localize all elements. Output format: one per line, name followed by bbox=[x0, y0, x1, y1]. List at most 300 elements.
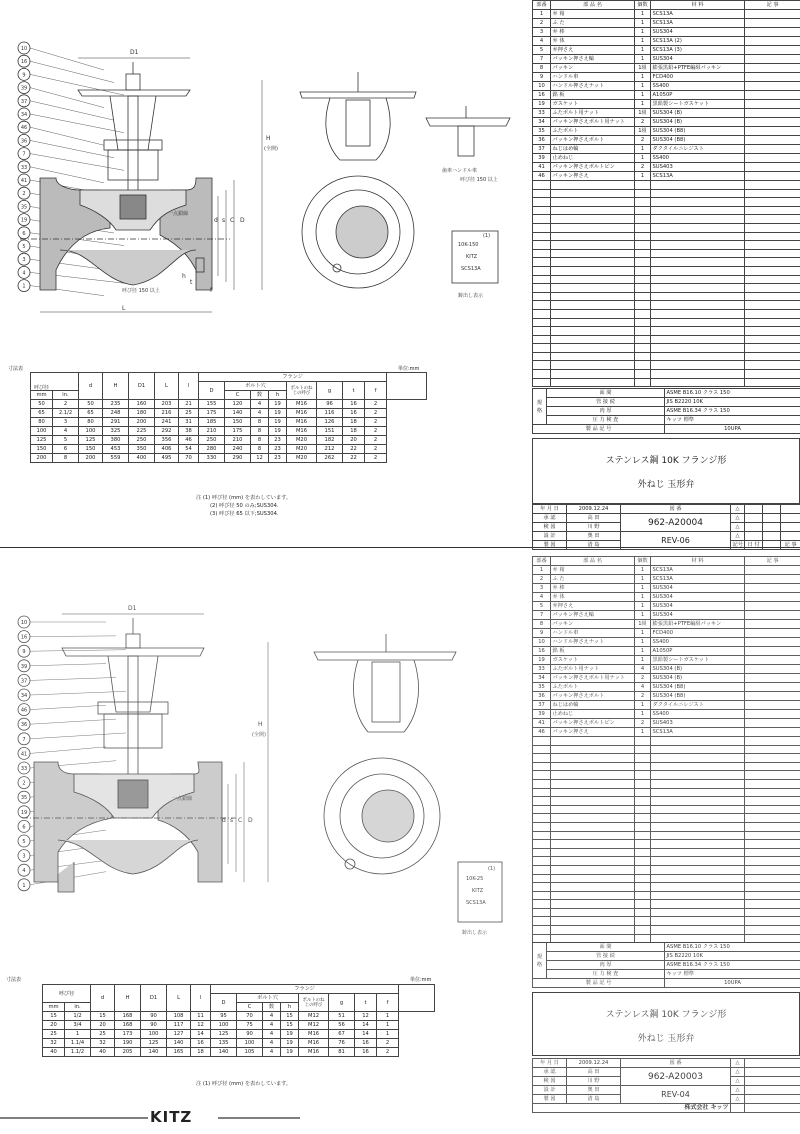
parts-cell bbox=[533, 874, 551, 883]
leader-line bbox=[30, 48, 104, 70]
table-cell: 12 bbox=[191, 1021, 211, 1030]
parts-cell bbox=[651, 754, 745, 763]
parts-cell bbox=[745, 109, 800, 118]
parts-cell bbox=[551, 797, 635, 806]
parts-cell: FCD400 bbox=[651, 73, 745, 82]
parts-row bbox=[533, 719, 800, 728]
parts-row-empty bbox=[533, 822, 800, 831]
parts-cell: 35 bbox=[533, 127, 551, 136]
parts-cell bbox=[551, 284, 635, 293]
table-cell: M16 bbox=[287, 409, 317, 418]
parts-cell: 35 bbox=[533, 683, 551, 692]
parts-row-empty bbox=[533, 352, 800, 361]
parts-cell bbox=[635, 788, 651, 797]
table-cell: 20 bbox=[91, 1021, 115, 1030]
parts-cell: 弁押さえ bbox=[551, 46, 635, 55]
parts-row-empty bbox=[533, 249, 800, 258]
parts-cell bbox=[651, 805, 745, 814]
parts-cell bbox=[551, 857, 635, 866]
parts-cell: 8 bbox=[533, 64, 551, 73]
parts-cell bbox=[533, 805, 551, 814]
parts-cell bbox=[533, 344, 551, 353]
parts-row bbox=[533, 37, 800, 46]
table-cell: 16 bbox=[355, 1048, 377, 1057]
parts-cell: SUS304 (B) bbox=[651, 118, 745, 127]
parts-cell bbox=[551, 309, 635, 318]
parts-row bbox=[533, 629, 800, 638]
table-cell: 95 bbox=[211, 1012, 237, 1021]
dim-s: s bbox=[222, 217, 226, 224]
dims-corner: 寸法表 bbox=[6, 977, 22, 983]
table-cell: 1.1/4 bbox=[65, 1039, 91, 1048]
table-cell: 210 bbox=[199, 427, 225, 436]
parts-cell bbox=[551, 865, 635, 874]
table-cell: 75 bbox=[237, 1021, 263, 1030]
callout-number: 37 bbox=[20, 678, 28, 685]
table-cell: 5 bbox=[53, 436, 79, 445]
parts-cell bbox=[551, 840, 635, 849]
table-cell: 50 bbox=[31, 400, 53, 409]
table-cell: 19 bbox=[281, 1048, 299, 1057]
table-cell: 2 bbox=[377, 1048, 399, 1057]
parts-row bbox=[533, 701, 800, 710]
parts-cell bbox=[745, 163, 800, 172]
table-cell: 70 bbox=[237, 1012, 263, 1021]
parts-cell bbox=[533, 258, 551, 267]
table-cell: 4 bbox=[53, 427, 79, 436]
table-cell: 25 bbox=[43, 1030, 65, 1039]
leader-line bbox=[30, 88, 104, 108]
parts-cell bbox=[551, 831, 635, 840]
parts-cell: 2 bbox=[635, 163, 651, 172]
hdr-C: C bbox=[237, 1003, 263, 1012]
parts-cell: パッキン押さえボルト用ナット bbox=[551, 674, 635, 683]
table-cell: 90 bbox=[141, 1012, 167, 1021]
table-cell: 2 bbox=[365, 400, 387, 409]
parts-cell: 41 bbox=[533, 719, 551, 728]
parts-cell: ハンドル車 bbox=[551, 73, 635, 82]
parts-cell bbox=[533, 908, 551, 917]
hdr-bolt-screw: ボルトのねじの呼び bbox=[299, 994, 329, 1012]
parts-cell bbox=[533, 223, 551, 232]
parts-cell bbox=[533, 241, 551, 250]
parts-cell: 1 bbox=[635, 10, 651, 19]
table-cell: 54 bbox=[179, 445, 199, 454]
parts-row bbox=[533, 145, 800, 154]
table-cell: 12 bbox=[355, 1012, 377, 1021]
parts-row bbox=[533, 136, 800, 145]
callout-number: 2 bbox=[22, 780, 26, 787]
callout-number: 1 bbox=[22, 283, 26, 290]
parts-cell bbox=[651, 788, 745, 797]
parts-cell: 33 bbox=[533, 109, 551, 118]
parts-row bbox=[533, 100, 800, 109]
parts-cell: 19 bbox=[533, 100, 551, 109]
table-cell: 140 bbox=[225, 409, 251, 418]
parts-cell: SCS13A bbox=[651, 575, 745, 584]
parts-cell bbox=[745, 602, 800, 611]
parts-cell bbox=[745, 100, 800, 109]
table-row bbox=[31, 418, 427, 427]
table-cell: 90 bbox=[237, 1030, 263, 1039]
parts-cell bbox=[635, 908, 651, 917]
parts-cell: SUS403 bbox=[651, 163, 745, 172]
parts-cell: SUS304 bbox=[651, 602, 745, 611]
parts-cell bbox=[635, 797, 651, 806]
parts-cell: SUS304 (B) bbox=[651, 674, 745, 683]
parts-cell bbox=[651, 275, 745, 284]
parts-cell bbox=[651, 223, 745, 232]
parts-cell bbox=[551, 737, 635, 746]
leader-line bbox=[30, 719, 116, 724]
parts-cell bbox=[635, 378, 651, 387]
parts-cell: 37 bbox=[533, 701, 551, 710]
parts-cell: 9 bbox=[533, 629, 551, 638]
spec-table bbox=[532, 942, 800, 988]
parts-cell: 2 bbox=[533, 19, 551, 28]
table-cell: 19 bbox=[269, 409, 287, 418]
table-cell: 160 bbox=[129, 400, 155, 409]
table-row bbox=[31, 445, 427, 454]
parts-cell: 33 bbox=[533, 665, 551, 674]
hdr-g: g bbox=[329, 994, 355, 1012]
parts-row bbox=[533, 647, 800, 656]
parts-cell: 3 bbox=[533, 28, 551, 37]
parts-cell: 2 bbox=[533, 575, 551, 584]
table-cell: 127 bbox=[167, 1030, 191, 1039]
parts-cell bbox=[533, 745, 551, 754]
parts-cell bbox=[745, 118, 800, 127]
parts-row bbox=[533, 656, 800, 665]
callout-number: 9 bbox=[22, 72, 26, 79]
parts-cell bbox=[651, 352, 745, 361]
table-cell: M12 bbox=[299, 1012, 329, 1021]
table-cell: 1 bbox=[377, 1030, 399, 1039]
parts-cell: 1 bbox=[635, 46, 651, 55]
parts-cell bbox=[533, 327, 551, 336]
callout-number: 36 bbox=[20, 138, 28, 145]
parts-cell bbox=[551, 292, 635, 301]
hdr-h: H bbox=[103, 373, 129, 400]
parts-row-empty bbox=[533, 805, 800, 814]
parts-cell: 36 bbox=[533, 136, 551, 145]
parts-cell bbox=[635, 361, 651, 370]
hdr-h: H bbox=[115, 985, 141, 1012]
parts-cell: 1 bbox=[635, 584, 651, 593]
parts-cell: 1組 bbox=[635, 109, 651, 118]
table-cell: 3 bbox=[53, 418, 79, 427]
table-cell: 168 bbox=[115, 1012, 141, 1021]
parts-cell: SCS13A bbox=[651, 172, 745, 181]
parts-row-empty bbox=[533, 232, 800, 241]
parts-cell: 39 bbox=[533, 154, 551, 163]
parts-cell: SUS304 (B) bbox=[651, 109, 745, 118]
valve-side-view bbox=[300, 72, 416, 288]
product-code: 10UPA bbox=[665, 425, 800, 434]
parts-cell bbox=[551, 232, 635, 241]
table-cell: 135 bbox=[211, 1039, 237, 1048]
parts-row-empty bbox=[533, 900, 800, 909]
parts-hdr-material: 材 料 bbox=[651, 1, 745, 10]
table-cell: 4 bbox=[263, 1012, 281, 1021]
parts-cell bbox=[533, 883, 551, 892]
callout-number: 9 bbox=[22, 649, 26, 656]
parts-cell: ダクタイルニレジスト bbox=[651, 145, 745, 154]
callout-number: 19 bbox=[20, 809, 28, 816]
parts-cell bbox=[635, 370, 651, 379]
parts-hdr-material: 材 料 bbox=[651, 557, 745, 566]
parts-cell: 2 bbox=[635, 118, 651, 127]
parts-cell bbox=[651, 335, 745, 344]
parts-cell bbox=[745, 908, 800, 917]
parts-cell bbox=[745, 771, 800, 780]
parts-cell bbox=[533, 762, 551, 771]
table-cell: 40 bbox=[91, 1048, 115, 1057]
parts-cell bbox=[651, 309, 745, 318]
hdr-ll: l bbox=[191, 985, 211, 1012]
product-code: 10UPA bbox=[665, 979, 800, 988]
parts-cell bbox=[533, 797, 551, 806]
parts-row bbox=[533, 109, 800, 118]
parts-cell bbox=[745, 275, 800, 284]
hdr-bolt-screw: ボルトのねじの呼び bbox=[287, 382, 317, 400]
parts-cell: 膨張黒鉛+PTFE編組パッキン bbox=[651, 620, 745, 629]
dwg-label: 図 番 bbox=[621, 1059, 731, 1068]
spec-row-label: 圧 力 検 査 bbox=[547, 970, 665, 979]
parts-cell bbox=[635, 814, 651, 823]
parts-row bbox=[533, 620, 800, 629]
parts-cell: 銘 板 bbox=[551, 647, 635, 656]
parts-cell bbox=[745, 91, 800, 100]
parts-cell bbox=[745, 674, 800, 683]
parts-cell: 2 bbox=[635, 692, 651, 701]
parts-cell bbox=[651, 370, 745, 379]
hdr-hh: h bbox=[281, 1003, 299, 1012]
parts-cell bbox=[651, 857, 745, 866]
parts-cell: 19 bbox=[533, 656, 551, 665]
parts-hdr-no: 部番 bbox=[533, 1, 551, 10]
parts-cell bbox=[745, 754, 800, 763]
valve-body-section bbox=[20, 178, 230, 290]
parts-row-empty bbox=[533, 275, 800, 284]
gear-handle-note: 歯車ハンドル車 bbox=[442, 168, 478, 174]
logo-rule bbox=[0, 1116, 300, 1120]
product-code-label: 製 品 記 号 bbox=[533, 979, 665, 988]
marking-line2: 10K-25 bbox=[466, 876, 484, 882]
title-line1: ステンレス鋼 10K フランジ形 bbox=[605, 1010, 727, 1020]
parts-cell bbox=[551, 874, 635, 883]
hdr-d1: D1 bbox=[141, 985, 167, 1012]
table-cell: 1/2 bbox=[65, 1012, 91, 1021]
parts-cell: 2 bbox=[635, 136, 651, 145]
parts-cell bbox=[745, 840, 800, 849]
parts-cell: 1 bbox=[635, 37, 651, 46]
table-cell: 16 bbox=[191, 1039, 211, 1048]
parts-hdr-remarks: 記 事 bbox=[745, 1, 800, 10]
table-cell: M16 bbox=[287, 418, 317, 427]
table-cell: 140 bbox=[211, 1048, 237, 1057]
marking-line4: SCS13A bbox=[466, 900, 486, 906]
parts-cell bbox=[745, 728, 800, 737]
approval-label: 検 図 bbox=[533, 523, 567, 532]
parts-cell: 46 bbox=[533, 172, 551, 181]
leader-line bbox=[30, 650, 126, 651]
table-cell: 203 bbox=[155, 400, 179, 409]
parts-row bbox=[533, 683, 800, 692]
parts-cell bbox=[533, 926, 551, 935]
table-cell: 32 bbox=[43, 1039, 65, 1048]
parts-cell bbox=[551, 908, 635, 917]
parts-cell bbox=[635, 900, 651, 909]
parts-cell: SUS304 bbox=[651, 28, 745, 37]
hdr-mm: mm bbox=[43, 1003, 65, 1012]
parts-hdr-qty: 個数 bbox=[635, 1, 651, 10]
parts-cell bbox=[551, 258, 635, 267]
parts-cell bbox=[745, 172, 800, 181]
parts-cell bbox=[651, 284, 745, 293]
parts-cell bbox=[745, 647, 800, 656]
parts-cell bbox=[635, 865, 651, 874]
table-cell: 2 bbox=[365, 418, 387, 427]
parts-row-empty bbox=[533, 865, 800, 874]
table-cell: 14 bbox=[191, 1030, 211, 1039]
table-cell: 46 bbox=[179, 436, 199, 445]
parts-cell bbox=[745, 258, 800, 267]
table-cell: 18 bbox=[191, 1048, 211, 1057]
parts-cell bbox=[745, 28, 800, 37]
parts-cell bbox=[745, 10, 800, 19]
parts-cell: 弁 体 bbox=[551, 37, 635, 46]
leader-line bbox=[30, 140, 114, 157]
parts-cell bbox=[745, 917, 800, 926]
approval-label: 年 月 日 bbox=[533, 1059, 567, 1068]
parts-cell bbox=[745, 309, 800, 318]
spec-row-value: JIS B2220 10K bbox=[665, 952, 800, 961]
approval-label: 検 図 bbox=[533, 1077, 567, 1086]
parts-cell: ふたボルト用ナット bbox=[551, 665, 635, 674]
table-cell: 250 bbox=[129, 436, 155, 445]
table-cell: 125 bbox=[79, 436, 103, 445]
parts-cell: ふたボルト bbox=[551, 127, 635, 136]
parts-cell: 34 bbox=[533, 674, 551, 683]
table-cell: 2 bbox=[365, 445, 387, 454]
parts-cell bbox=[533, 215, 551, 224]
parts-cell bbox=[533, 249, 551, 258]
note-1: 注 (1) 呼び径 (mm) を表わしています。 bbox=[196, 1081, 292, 1087]
parts-cell: SUS304 (B8) bbox=[651, 136, 745, 145]
parts-row-empty bbox=[533, 883, 800, 892]
parts-cell bbox=[533, 831, 551, 840]
dim-d1: D1 bbox=[130, 49, 139, 56]
parts-cell bbox=[551, 181, 635, 190]
parts-row-empty bbox=[533, 301, 800, 310]
parts-row-empty bbox=[533, 891, 800, 900]
parts-row bbox=[533, 593, 800, 602]
hdr-nominal: 呼び径 bbox=[34, 385, 50, 391]
leader-line bbox=[30, 691, 126, 695]
parts-cell bbox=[533, 891, 551, 900]
dim-d: d bbox=[222, 817, 226, 824]
table-cell: 18 bbox=[343, 418, 365, 427]
hdr-bolt: ボルト穴 bbox=[237, 994, 299, 1003]
parts-cell bbox=[635, 745, 651, 754]
parts-cell: ダクタイルニレジスト bbox=[651, 701, 745, 710]
parts-row-empty bbox=[533, 284, 800, 293]
parts-cell: 黒鉛製シートガスケット bbox=[651, 656, 745, 665]
parts-cell: SCS13A bbox=[651, 10, 745, 19]
callout-number: 6 bbox=[22, 824, 26, 831]
valve-side-view bbox=[314, 634, 456, 874]
parts-cell bbox=[745, 737, 800, 746]
parts-row-empty bbox=[533, 917, 800, 926]
parts-cell: 34 bbox=[533, 118, 551, 127]
callout-number: 7 bbox=[22, 736, 26, 743]
parts-cell bbox=[551, 805, 635, 814]
parts-cell bbox=[745, 241, 800, 250]
approval-table: 年 月 日 2009.12.24 図 番 △ 承 認 高 田 962-A20003 △ 検 図 川 野 △ 設 計 奥 田 REV-04 △ 製 図 清 島 △ 株式会社 キッツ bbox=[532, 1058, 800, 1113]
parts-cell bbox=[745, 593, 800, 602]
parts-cell bbox=[651, 327, 745, 336]
marking-line1: (1) bbox=[483, 233, 491, 239]
parts-cell: 4 bbox=[635, 665, 651, 674]
table-cell: M20 bbox=[287, 436, 317, 445]
leader-line bbox=[30, 74, 124, 95]
table-cell: 19 bbox=[281, 1039, 299, 1048]
parts-cell bbox=[745, 575, 800, 584]
table-cell: 140 bbox=[167, 1039, 191, 1048]
table-cell: 67 bbox=[329, 1030, 355, 1039]
table-cell: 4 bbox=[263, 1021, 281, 1030]
parts-cell bbox=[533, 865, 551, 874]
table-cell: 16 bbox=[343, 409, 365, 418]
table-cell: 8 bbox=[251, 436, 269, 445]
parts-cell: 銘 板 bbox=[551, 91, 635, 100]
parts-cell bbox=[651, 292, 745, 301]
parts-cell: 1 bbox=[635, 638, 651, 647]
drawing-sheet-1 bbox=[0, 0, 800, 548]
hdr-C: C bbox=[225, 391, 251, 400]
dim-s: s bbox=[230, 817, 234, 824]
parts-row-empty bbox=[533, 771, 800, 780]
parts-row bbox=[533, 55, 800, 64]
parts-cell bbox=[745, 344, 800, 353]
parts-cell bbox=[745, 136, 800, 145]
table-cell: 8 bbox=[251, 427, 269, 436]
note-2: (2) 呼び径 50 のみ;SUS304. bbox=[210, 503, 279, 509]
spec-side: 規格 bbox=[533, 943, 547, 979]
parts-cell bbox=[635, 874, 651, 883]
hdr-flange: フランジ bbox=[199, 373, 387, 382]
parts-row bbox=[533, 575, 800, 584]
parts-cell: ハンドル押さえナット bbox=[551, 82, 635, 91]
parts-cell bbox=[745, 719, 800, 728]
callout-number: 33 bbox=[20, 164, 28, 171]
drawing-sheet-2 bbox=[0, 552, 800, 1134]
parts-hdr-no: 部番 bbox=[533, 557, 551, 566]
parts-cell: 1 bbox=[635, 28, 651, 37]
title-line1: ステンレス鋼 10K フランジ形 bbox=[605, 456, 727, 466]
table-cell: 18 bbox=[343, 427, 365, 436]
parts-cell: パッキン押さえ bbox=[551, 728, 635, 737]
parts-cell bbox=[635, 198, 651, 207]
table-cell: 80 bbox=[31, 418, 53, 427]
title-line2: 外ねじ 玉形弁 bbox=[637, 480, 695, 490]
table-cell: 90 bbox=[141, 1021, 167, 1030]
table-cell: 126 bbox=[317, 418, 343, 427]
parts-cell bbox=[651, 258, 745, 267]
parts-cell bbox=[745, 665, 800, 674]
table-cell: 6 bbox=[53, 445, 79, 454]
